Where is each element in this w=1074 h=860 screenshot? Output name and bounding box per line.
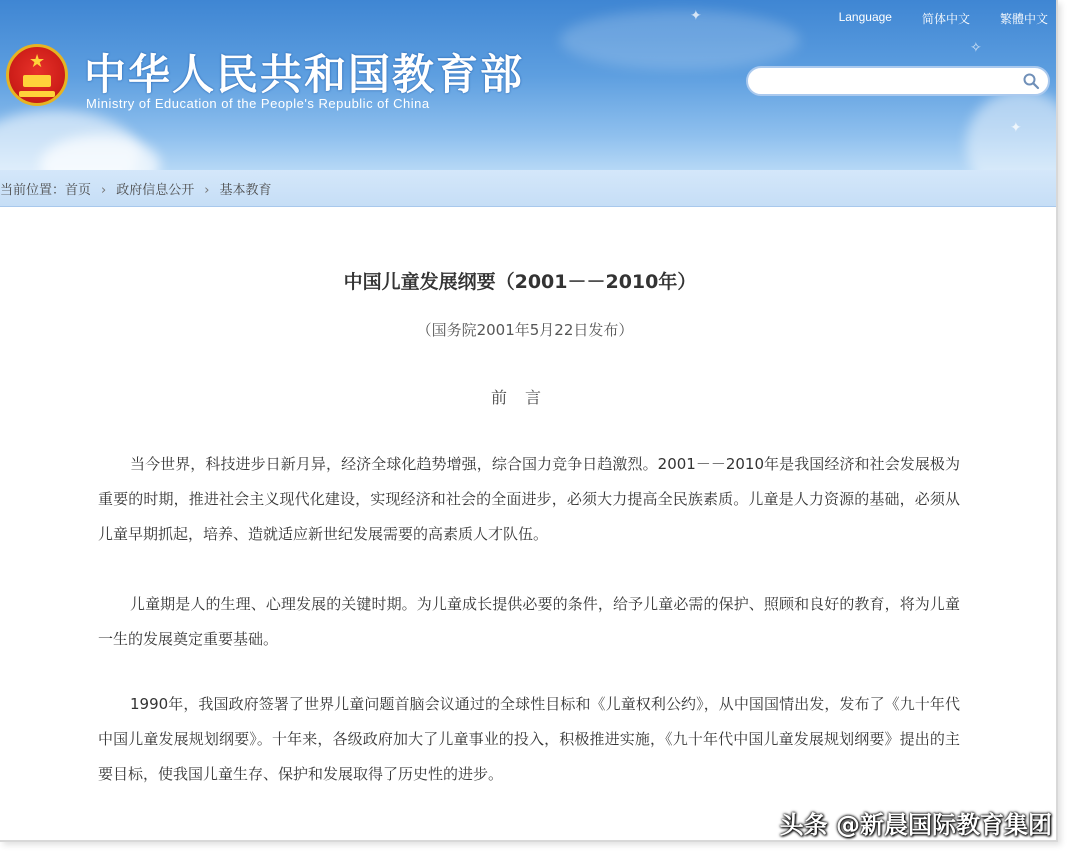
top-links [839,10,1048,27]
search-box [746,66,1050,96]
national-emblem-icon[interactable]: ★ [6,44,68,106]
document-title: 中国儿童发展纲要（2001－－2010年） [343,271,697,293]
site-subtitle: Ministry of Education of the People's Republic of China [86,96,430,111]
breadcrumb [0,179,271,198]
site-header [0,0,1056,170]
sparkle-icon: ✦ [1010,120,1022,136]
paragraph: 当今世界，科技进步日新月异，经济全球化趋势增强，综合国力竞争日趋激烈。2001－－2010年是我国经济和社会发展极为重要的时期，推进社会主义现代化建设，实现经济和社会的全面进步，必须大力提高全民族素质。儿童是人力资源的基础，必须从儿童早期抓起，培养、造就适应新世纪发展需要的高素质人才队伍。 [98,455,960,543]
traditional-chinese-link[interactable]: 繁體中文 [999,12,1048,26]
breadcrumb-separator: › [101,183,107,198]
breadcrumb-home[interactable]: 当前位置：首页 [0,183,92,198]
cloud-decoration [560,10,800,70]
paragraph: 1990年，我国政府签署了世界儿童问题首脑会议通过的全球性目标和《儿童权利公约》，从中国国情出发，发布了《九十年代中国儿童发展规划纲要》。十年来，各级政府加大了儿童事业的投入，积极推进实施，《九十年代中国儿童发展规划纲要》提出的主要目标，使我国儿童生存、保护和发展取得了历史性的进步。 [98,695,960,783]
breadcrumb-separator: › [204,183,210,198]
sparkle-icon: ✧ [970,40,982,56]
language-link[interactable]: Language [838,10,892,24]
document-content [0,207,1056,840]
paragraph: 儿童期是人的生理、心理发展的关键时期。为儿童成长提供必要的条件，给予儿童必需的保护、照顾和良好的教育，将为儿童一生的发展奠定重要基础。 [98,595,960,648]
breadcrumb-bar [0,170,1056,207]
breadcrumb-current[interactable]: 基本教育 [219,183,272,198]
watermark: 头条 @新晨国际教育集团 [779,811,1052,839]
search-icon[interactable] [1022,72,1040,90]
sparkle-icon: ✦ [690,8,702,24]
simplified-chinese-link[interactable]: 简体中文 [921,12,970,26]
site-title[interactable]: 中华人民共和国教育部 [84,50,525,99]
section-heading: 前言 [490,388,559,407]
document-date: （国务院2001年5月22日发布） [416,321,634,339]
breadcrumb-info-disclosure[interactable]: 政府信息公开 [116,183,195,198]
search-input[interactable] [760,72,1014,92]
